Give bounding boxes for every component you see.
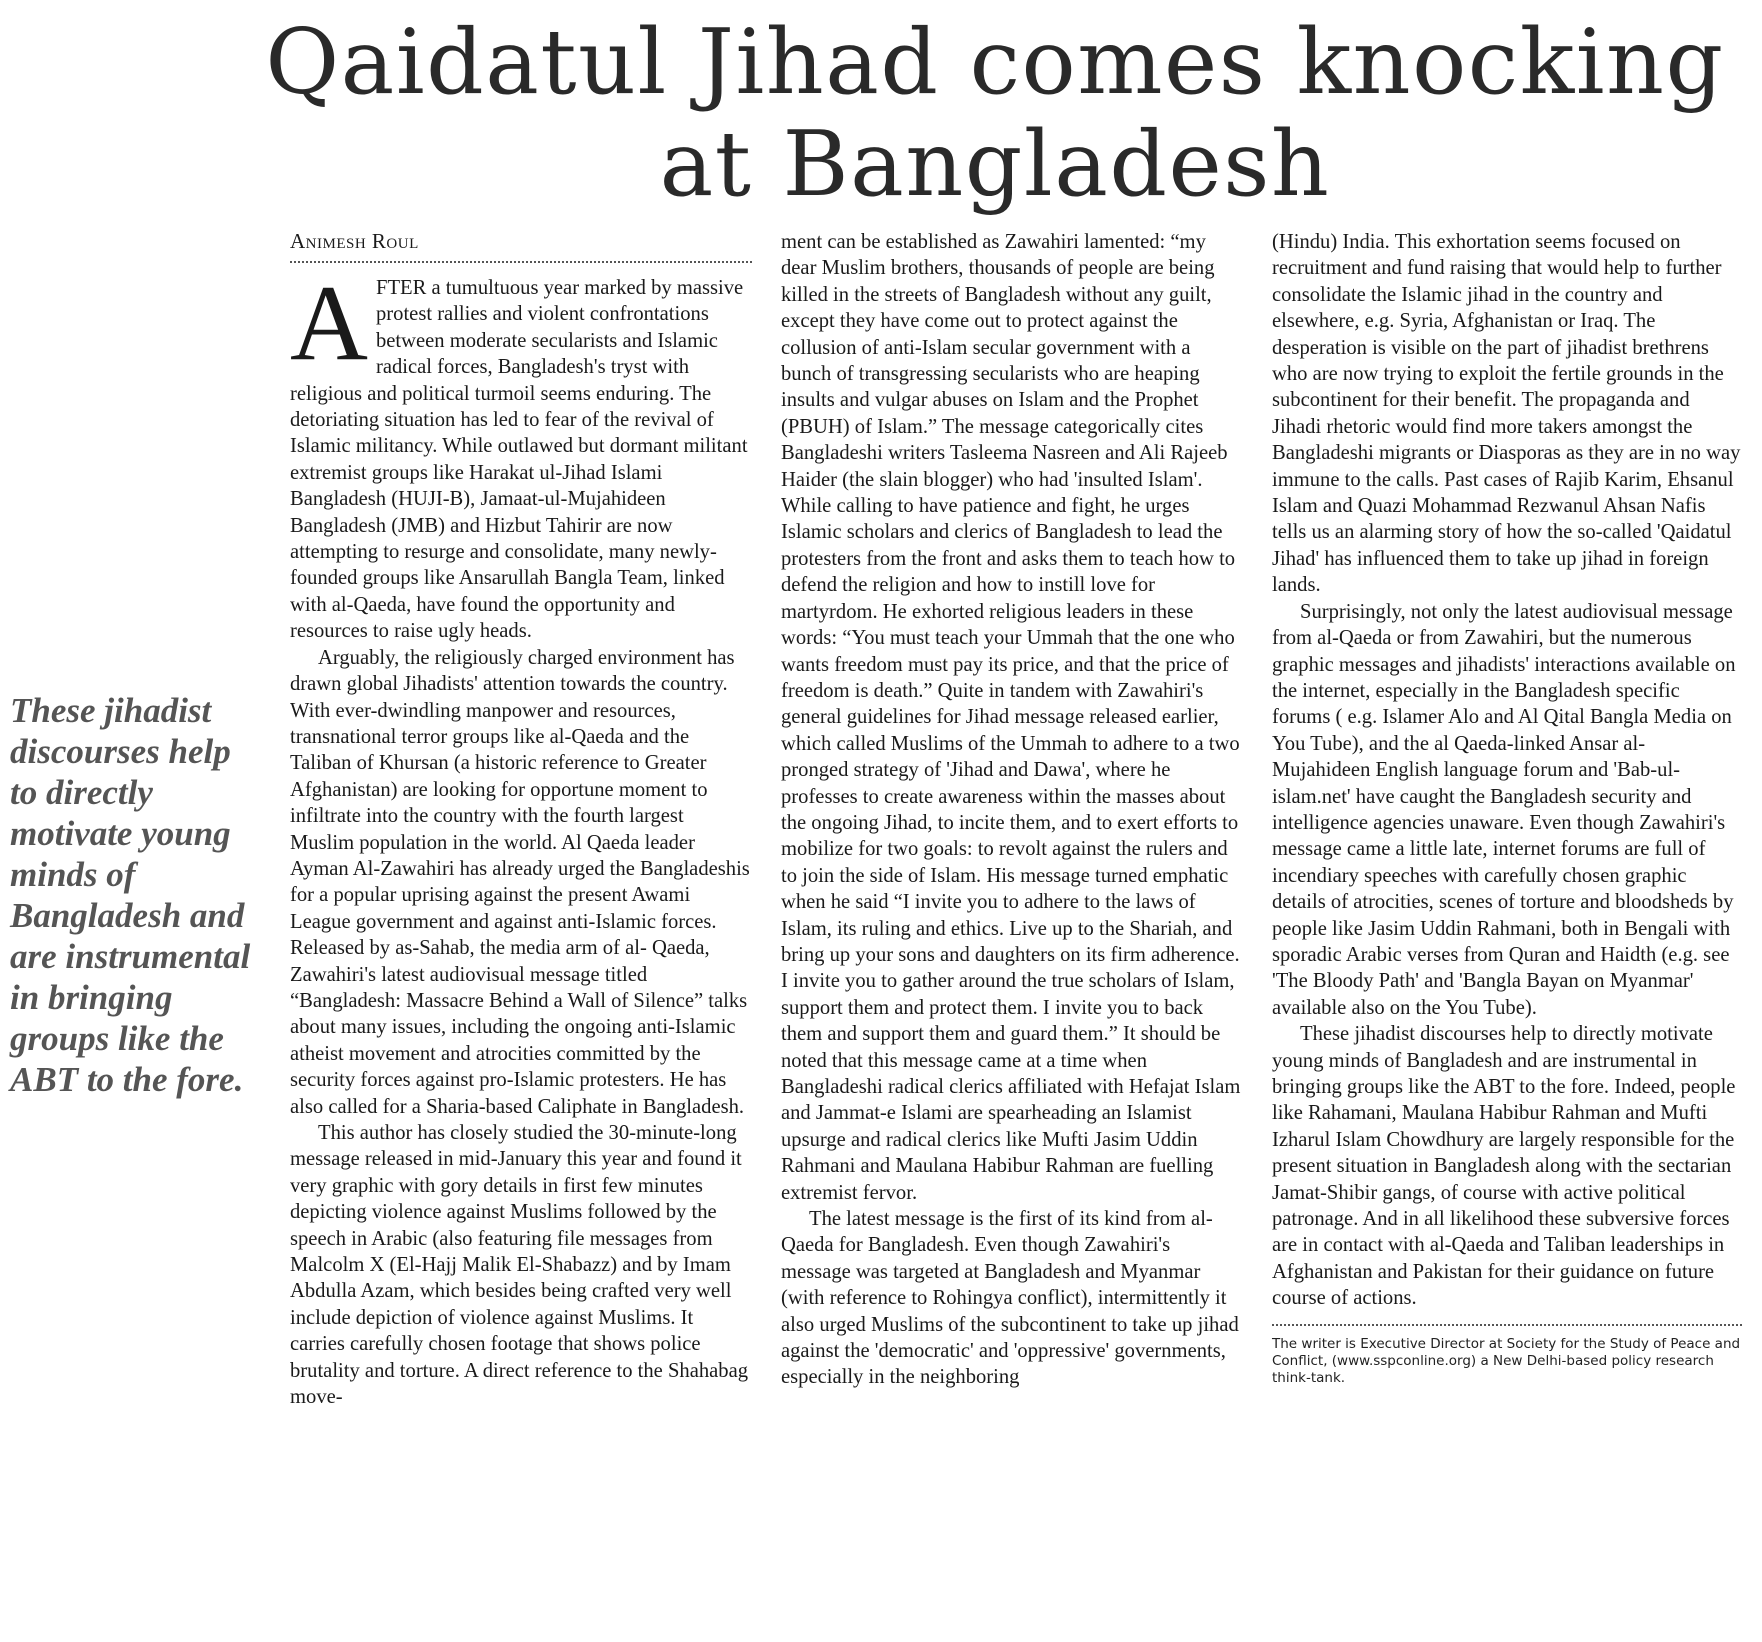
paragraph-6: (Hindu) India. This exhortation seems focused on recruitment and fund raising that would help to further consolidate the Islamic jihad in the country and elsewhere, e.g. Syria, Afghanistan or Iraq. The desperation is visible on the part of jihadist brethrens who are now trying to exploit the fertile grounds in the subcontinent for their benefit. The propaganda and Jihadi rhetoric would find more takers amongst the Bangladeshi migrants or Diasporas as they are in no way immune to the calls. Past cases of Rajib Karim, Ehsanul Islam and Quazi Mohammad Rezwanul Ahsan Nafis tells us an alarming story of how the so-called 'Qaidatul Jihad' has influenced them to take up jihad in foreign lands. xyxy=(1272,231,1741,597)
paragraph-8: These jihadist discourses help to directly motivate young minds of Bangladesh and are instrumental in bringing groups like the ABT to the fore. Indeed, people like Rahamani, Maulana Habibur Rahman and Mufti Izharul Islam Chowdhury are largely responsible for the present situation in Bangladesh along with the sectarian Jamat-Shibir gangs, of course with active political patronage. And in all likelihood these subversive forces are in contact with al-Qaeda and Taliban leaderships in Afghanistan and Pakistan for their guidance on future course of actions. xyxy=(1272,1023,1736,1310)
column-2 xyxy=(781,229,1243,1391)
paragraph-3: This author has closely studied the 30-minute-long message released in mid-January this year and found it very graphic with gory details in first few minutes depicting violence against Muslims followed by the speech in Arabic (also featuring file messages from Malcolm X (El-Hajj Malik El-Shabazz) and by Imam Abdulla Azam, which besides being crafted very well include depiction of violence against Muslims. It carries carefully chosen footage that shows police brutality and torture. A direct reference to the Shahabag move- xyxy=(290,1122,749,1409)
author-footnote: The writer is Executive Director at Society for the Study of Peace and Conflict, (www.sspconline.org) a New Delhi-based policy research think-tank. xyxy=(1272,1335,1741,1386)
byline: Animesh Roul xyxy=(290,229,419,253)
paragraph-1 xyxy=(290,264,752,645)
paragraph-7: Surprisingly, not only the latest audiovisual message from al-Qaeda or from Zawahiri, but the numerous graphic messages and jihadists' interactions available on the internet, especially in the Bangladesh specific forums ( e.g. Islamer Alo and Al Qital Bangla Media on You Tube), and the al Qaeda-linked Ansar al-Mujahideen English language forum and 'Bab-ul-islam.net' have caught the Bangladesh security and intelligence agencies unaware. Even though Zawahiri's message came a little late, internet forums are full of incendiary speeches with carefully chosen graphic details of atrocities, scenes of torture and bloodsheds by people like Jasim Uddin Rahmani, both in Bengali with sporadic Arabic verses from Quran and Haidth (e.g. see 'The Bloody Path' and 'Bangla Bayan on Myanmar' available also on the You Tube). xyxy=(1272,600,1736,1019)
paragraph-1-text: FTER a tumultuous year marked by massive protest rallies and violent confrontations between moderate secularists and Islamic radical forces, Bangladesh's tryst with religious and political turmoil seems enduring. The detoriating situation has led to fear of the revival of Islamic militancy. While outlawed but dormant militant extremist groups like Harakat ul-Jihad Islami Bangladesh (HUJI-B), Jamaat-ul-Mujahideen Bangladesh (JMB) and Hizbut Tahirir are now attempting to resurge and consolidate, many newly-founded groups like Ansarullah Bangla Team, linked with al-Qaeda, have found the opportunity and resources to raise ugly heads. xyxy=(290,277,748,643)
pull-quote: These jihadist discourses help to directly motivate young minds of Bangladesh and are instrumental in bringing groups like the ABT to the fore. xyxy=(10,691,251,1099)
headline: Qaidatul Jihad comes knocking at Bangladesh xyxy=(265,10,1725,217)
paragraph-4: ment can be established as Zawahiri lamented: “my dear Muslim brothers, thousands of people are being killed in the streets of Bangladesh without any guilt, except they have come out to protect against the collusion of anti-Islam secular government with a bunch of transgressing secularists who are heaping insults and vulgar abuses on Islam and the Prophet (PBUH) of Islam.” The message categorically cites Bangladeshi writers Tasleema Nasreen and Ali Rajeeb Haider (the slain blogger) who had 'insulted Islam'. While calling to have patience and fight, he urges Islamic scholars and clerics of Bangladesh to lead the protesters from the front and asks them to teach how to defend the religion and how to instill love for martyrdom. He exhorted religious leaders in these words: “You must teach your Ummah that the one who wants freedom must pay its price, and that the price of freedom is death.” Quite in tandem with Zawahiri's general guidelines for Jihad message released earlier, which called Muslims of the Ummah to adhere to a two pronged strategy of 'Jihad and Dawa', where he professes to create awareness within the masses about the ongoing Jihad, to incite them, and to exert efforts to mobilize for two goals: to revolt against the rulers and to join the side of Islam. His message turned emphatic when he said “I invite you to adhere to the laws of Islam, its ruling and ethics. Live up to the Shariah, and bring up your sons and daughters on its firm adherence. I invite you to gather around the true scholars of Islam, support them and protect them. I invite you to back them and support them and guard them.” It should be noted that this message came at a time when Bangladeshi radical clerics affiliated with Hefajat Islam and Jammat-e Islami are spearheading an Islamist upsurge and radical clerics like Mufti Jasim Uddin Rahmani and Maulana Habibur Rahman are fuelling extremist fervor. xyxy=(781,231,1241,1204)
drop-cap: A xyxy=(290,264,368,383)
byline-divider xyxy=(290,261,752,263)
paragraph-2: Arguably, the religiously charged environment has drawn global Jihadists' attention towards the country. With ever-dwindling manpower and resources, transnational terror groups like al-Qaeda and the Taliban of Khursan (a historic reference to Greater Afghanistan) are looking for opportune moment to infiltrate into the country with the fourth largest Muslim population in the world. Al Qaeda leader Ayman Al-Zawahiri has already urged the Bangladeshis for a popular uprising against the present Awami League government and against anti-Islamic forces. Released by as-Sahab, the media arm of al- Qaeda, Zawahiri's latest audiovisual message titled “Bangladesh: Massacre Behind a Wall of Silence” talks about many issues, including the ongoing anti-Islamic atheist movement and atrocities committed by the security forces against pro-Islamic protesters. He has also called for a Sharia-based Caliphate in Bangladesh. xyxy=(290,646,750,1118)
column-1 xyxy=(290,229,752,1410)
footnote-divider xyxy=(1272,1324,1742,1326)
column-3 xyxy=(1272,229,1742,1387)
paragraph-5: The latest message is the first of its kind from al-Qaeda for Bangladesh. Even though Zawahiri's message was targeted at Bangladesh and Myanmar (with reference to Rohingya conflict), intermittently it also urged Muslims of the subcontinent to take up jihad against the 'democratic' and 'oppressive' governments, especially in the neighboring xyxy=(781,1208,1239,1389)
